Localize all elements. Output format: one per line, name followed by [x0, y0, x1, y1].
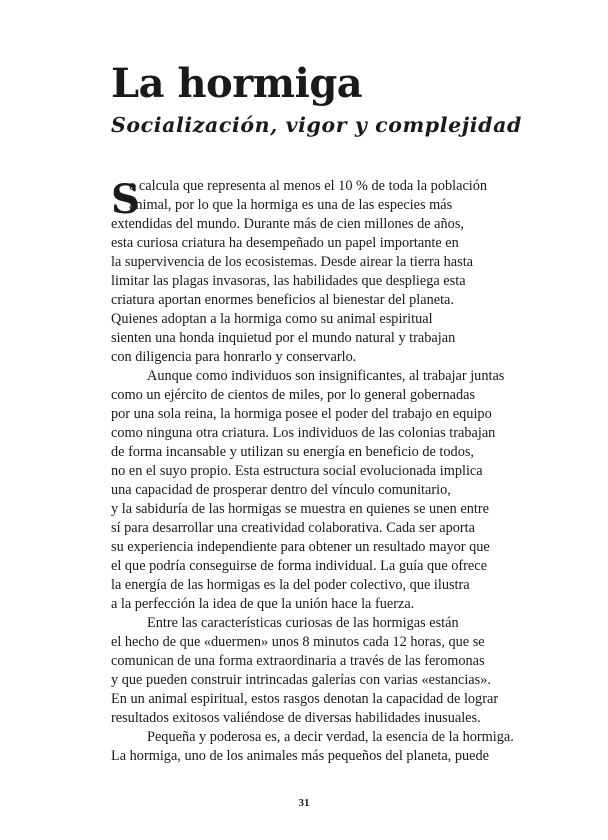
text-line: a la perfección la idea de que la unión hace la fuerza. — [111, 596, 415, 612]
text-line: su experiencia independiente para obtener un resultado mayor que — [111, 539, 490, 555]
text-line: Aunque como individuos son insignificantes, al trabajar juntas — [147, 368, 505, 384]
text-line: comunican de una forma extraordinaria a través de las feromonas — [111, 653, 485, 669]
text-line: como ninguna otra criatura. Los individuos de las colonias trabajan — [111, 425, 496, 441]
page-subtitle: Socialización, vigor y complejidad — [111, 113, 522, 137]
text-line: el que podría conseguirse de forma individual. La guía que ofrece — [111, 558, 487, 574]
text-line: una capacidad de prosperar dentro del vínculo comunitario, — [111, 482, 451, 498]
text-line: la supervivencia de los ecosistemas. Desde airear la tierra hasta — [111, 254, 474, 270]
text-line: como un ejército de cientos de miles, por lo general gobernadas — [111, 387, 476, 403]
text-line: En un animal espiritual, estos rasgos denotan la capacidad de lograr — [111, 691, 499, 707]
text-line: limitar las plagas invasoras, las habilidades que despliega esta — [111, 273, 466, 289]
text-line: la energía de las hormigas es la del poder colectivo, que ilustra — [111, 577, 470, 593]
text-line: y la sabiduría de las hormigas se muestra en quienes se unen entre — [111, 501, 489, 517]
text-line: esta curiosa criatura ha desempeñado un papel importante en — [111, 235, 459, 251]
text-line: con diligencia para honrarlo y conservarlo. — [111, 349, 357, 365]
text-line: Pequeña y poderosa es, a decir verdad, la esencia de la hormiga. — [147, 729, 514, 745]
text-line: criatura aportan enormes beneficios al bienestar del planeta. — [111, 292, 454, 308]
text-line: sí para desarrollar una creatividad colaborativa. Cada ser aporta — [111, 520, 475, 536]
text-line: no en el suyo propio. Esta estructura social evolucionada implica — [111, 463, 483, 479]
text-line: animal, por lo que la hormiga es una de las especies más — [129, 197, 453, 213]
text-line: Quienes adoptan a la hormiga como su animal espiritual — [111, 311, 433, 327]
text-line: La hormiga, uno de los animales más pequeños del planeta, puede — [111, 748, 489, 764]
text-line: de forma incansable y utilizan su energía en beneficio de todos, — [111, 444, 474, 460]
page-title: La hormiga — [111, 60, 363, 107]
text-line: por una sola reina, la hormiga posee el poder del trabajo en equipo — [111, 406, 492, 422]
text-line: el hecho de que «duermen» unos 8 minutos cada 12 horas, que se — [111, 634, 485, 650]
body-text — [111, 177, 551, 766]
text-line: y que pueden construir intrincadas galerías con varias «estancias». — [111, 672, 491, 688]
text-line: Entre las características curiosas de las hormigas están — [147, 615, 459, 631]
text-line: extendidas del mundo. Durante más de cien millones de años, — [111, 216, 464, 232]
text-line: e calcula que representa al menos el 10 % de toda la población — [129, 178, 488, 194]
text-line: sienten una honda inquietud por el mundo natural y trabajan — [111, 330, 456, 346]
page-number: 31 — [298, 797, 310, 809]
text-line: resultados exitosos valiéndose de diversas habilidades inusuales. — [111, 710, 481, 726]
drop-cap: S — [111, 176, 140, 223]
